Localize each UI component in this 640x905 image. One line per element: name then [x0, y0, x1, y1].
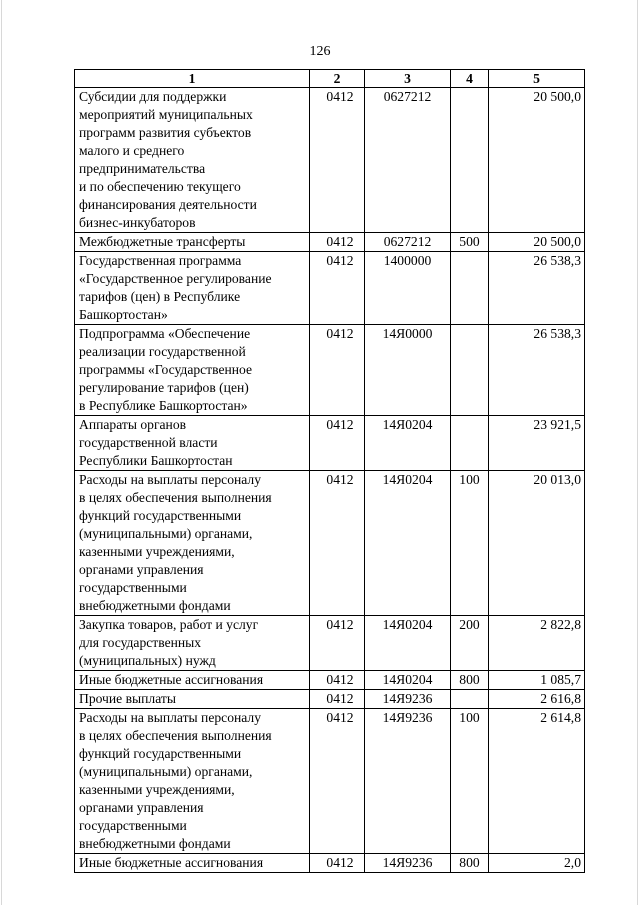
column-header-1: 1 — [75, 70, 310, 88]
row-target-code: 14Я9236 — [365, 690, 451, 709]
row-section: 0412 — [310, 690, 365, 709]
row-amount: 20 013,0 — [489, 471, 585, 616]
header-row — [75, 70, 585, 88]
row-section: 0412 — [310, 233, 365, 252]
table-row — [75, 709, 585, 854]
table-row — [75, 88, 585, 233]
table-row — [75, 416, 585, 471]
row-expense-kind — [451, 416, 489, 471]
row-expense-kind: 100 — [451, 709, 489, 854]
row-name: Аппараты органов государственной власти Республики Башкортостан — [75, 416, 310, 471]
row-name: Иные бюджетные ассигнования — [75, 854, 310, 873]
table-row — [75, 854, 585, 873]
row-expense-kind: 500 — [451, 233, 489, 252]
row-expense-kind: 200 — [451, 616, 489, 671]
row-target-code: 14Я0204 — [365, 416, 451, 471]
row-amount: 26 538,3 — [489, 325, 585, 416]
row-target-code: 14Я0204 — [365, 471, 451, 616]
row-expense-kind — [451, 88, 489, 233]
row-section: 0412 — [310, 854, 365, 873]
row-amount: 23 921,5 — [489, 416, 585, 471]
row-name: Закупка товаров, работ и услуг для государственных (муниципальных) нужд — [75, 616, 310, 671]
row-target-code: 1400000 — [365, 252, 451, 325]
table-row — [75, 471, 585, 616]
row-target-code: 14Я9236 — [365, 709, 451, 854]
row-section: 0412 — [310, 616, 365, 671]
row-name: Иные бюджетные ассигнования — [75, 671, 310, 690]
page-number: 126 — [309, 44, 331, 59]
row-section: 0412 — [310, 671, 365, 690]
row-name: Подпрограмма «Обеспечение реализации государственной программы «Государственное регулирование тарифов (цен) в Республике Башкортостан» — [75, 325, 310, 416]
row-amount: 2 614,8 — [489, 709, 585, 854]
column-header-3: 3 — [365, 70, 451, 88]
row-amount: 2 822,8 — [489, 616, 585, 671]
row-amount: 20 500,0 — [489, 233, 585, 252]
table-row — [75, 690, 585, 709]
page-edge-left — [1, 0, 2, 905]
row-section: 0412 — [310, 416, 365, 471]
row-amount: 2 616,8 — [489, 690, 585, 709]
row-amount: 20 500,0 — [489, 88, 585, 233]
row-expense-kind: 800 — [451, 671, 489, 690]
row-expense-kind: 800 — [451, 854, 489, 873]
row-expense-kind — [451, 252, 489, 325]
row-name: Расходы на выплаты персоналу в целях обеспечения выполнения функций государственными (муниципальными) органами, казенными учреждениями, органами управления государственными внебюджетными фондами — [75, 471, 310, 616]
column-header-4: 4 — [451, 70, 489, 88]
column-header-5: 5 — [489, 70, 585, 88]
page-edge-right — [637, 0, 638, 905]
row-section: 0412 — [310, 709, 365, 854]
row-amount: 2,0 — [489, 854, 585, 873]
row-name: Прочие выплаты — [75, 690, 310, 709]
row-name: Субсидии для поддержки мероприятий муниципальных программ развития субъектов малого и среднего предпринимательства и по обеспечению текущего финансирования деятельности бизнес-инкубаторов — [75, 88, 310, 233]
row-name: Межбюджетные трансферты — [75, 233, 310, 252]
row-section: 0412 — [310, 252, 365, 325]
row-amount: 1 085,7 — [489, 671, 585, 690]
row-target-code: 14Я0000 — [365, 325, 451, 416]
row-expense-kind: 100 — [451, 471, 489, 616]
row-section: 0412 — [310, 88, 365, 233]
row-section: 0412 — [310, 471, 365, 616]
row-target-code: 0627212 — [365, 88, 451, 233]
table-row — [75, 616, 585, 671]
table-row — [75, 325, 585, 416]
budget-table — [74, 69, 585, 873]
row-name: Расходы на выплаты персоналу в целях обеспечения выполнения функций государственными (муниципальными) органами, казенными учреждениями, органами управления государственными внебюджетными фондами — [75, 709, 310, 854]
row-expense-kind — [451, 325, 489, 416]
row-amount: 26 538,3 — [489, 252, 585, 325]
row-target-code: 14Я0204 — [365, 671, 451, 690]
table-row — [75, 671, 585, 690]
row-target-code: 14Я9236 — [365, 854, 451, 873]
table-row — [75, 233, 585, 252]
column-header-2: 2 — [310, 70, 365, 88]
row-target-code: 0627212 — [365, 233, 451, 252]
row-target-code: 14Я0204 — [365, 616, 451, 671]
table-body — [75, 88, 585, 873]
row-section: 0412 — [310, 325, 365, 416]
table-row — [75, 252, 585, 325]
row-expense-kind — [451, 690, 489, 709]
row-name: Государственная программа «Государственное регулирование тарифов (цен) в Республике Башкортостан» — [75, 252, 310, 325]
